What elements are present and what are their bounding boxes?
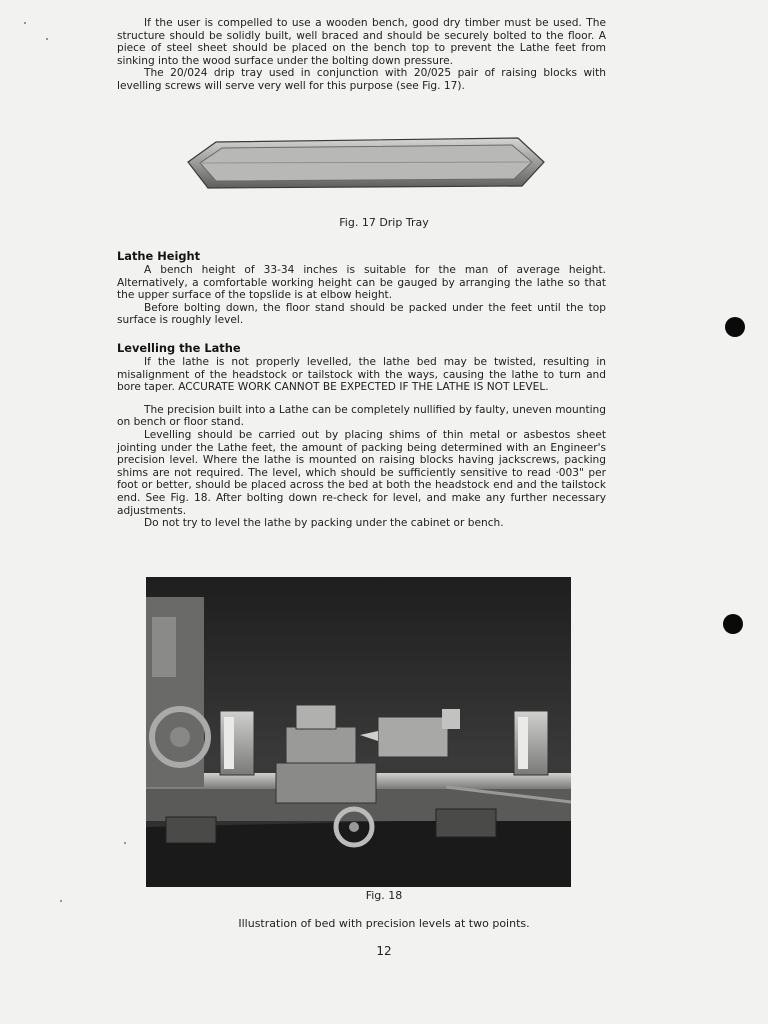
speck	[24, 22, 26, 24]
drip-tray-illustration	[186, 136, 548, 192]
intro-paragraph-1: If the user is compelled to use a wooden bench, good dry timber must be used. The structure should be solidly built, well braced and should be securely bolted to the floor. A piece of steel sheet should be placed on the bench top to prevent the Lathe feet from sinking into the wood surface under the bolting down pressure.	[117, 17, 606, 67]
speck	[124, 842, 126, 844]
lathe-bed-photograph	[146, 577, 571, 887]
speck	[46, 38, 48, 40]
levelling-section	[117, 341, 606, 530]
page-number: 12	[376, 944, 392, 958]
intro-section	[117, 17, 606, 93]
levelling-heading: Levelling the Lathe	[117, 341, 241, 355]
binder-hole-lower	[723, 614, 743, 634]
lathe-height-paragraph-1: A bench height of 33-34 inches is suitable for the man of average height. Alternatively, a comfortable working height can be gauged by arranging the lathe so that the upper surface of the topslide is at elbow height.	[117, 264, 606, 302]
levelling-paragraph-4: Do not try to level the lathe by packing under the cabinet or bench.	[144, 517, 504, 530]
fig18-label: Fig. 18	[365, 889, 403, 902]
lathe-height-section	[117, 249, 606, 327]
fig18-caption: Illustration of bed with precision levels at two points.	[238, 917, 530, 930]
levelling-paragraph-3: Levelling should be carried out by placing shims of thin metal or asbestos sheet jointing under the Lathe feet, the amount of packing being determined with an Engineer's precision level. Where the lathe is mounted on raising blocks having jackscrews, packing shims are not required. The level, which should be sufficiently sensitive to read ·003" per foot or better, should be placed across the bed at both the headstock end and the tailstock end. See Fig. 18. After bolting down re-check for level, and make any further necessary adjustments.	[117, 428, 606, 517]
fig17-caption: Fig. 17 Drip Tray	[339, 216, 429, 229]
levelling-paragraph-1: If the lathe is not properly levelled, the lathe bed may be twisted, resulting in misalignment of the headstock or tailstock with the ways, causing the lathe to turn and bore taper. ACCURATE WORK CANNOT BE EXPECTED IF THE LATHE IS NOT LEVEL.	[117, 356, 606, 394]
speck	[60, 900, 62, 902]
binder-hole-upper	[725, 317, 745, 337]
lathe-height-paragraph-2: Before bolting down, the floor stand should be packed under the feet until the top surface is roughly level.	[117, 301, 606, 327]
lathe-height-heading: Lathe Height	[117, 249, 201, 263]
intro-paragraph-2: The 20/024 drip tray used in conjunction with 20/025 pair of raising blocks with levelling screws will serve very well for this purpose (see Fig. 17).	[117, 67, 606, 92]
levelling-paragraph-2: The precision built into a Lathe can be completely nullified by faulty, uneven mounting on bench or floor stand.	[117, 403, 606, 429]
